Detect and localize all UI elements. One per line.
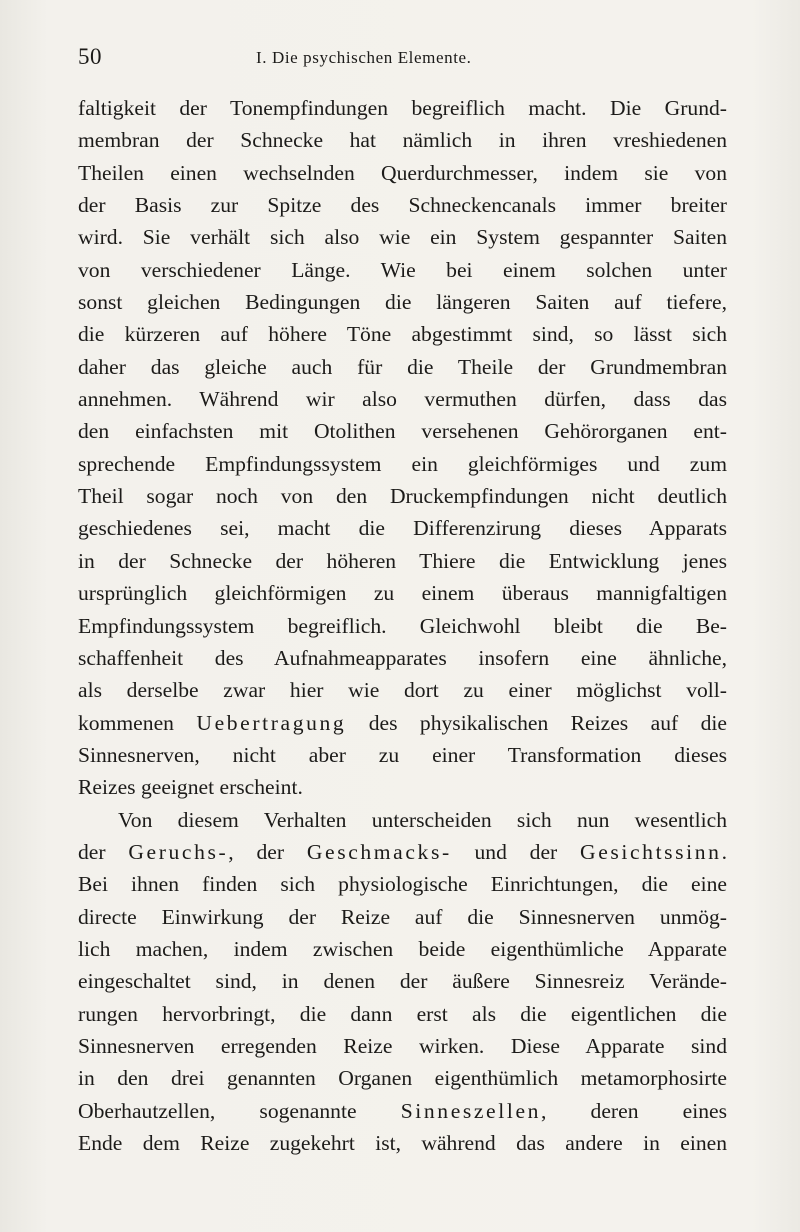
text-line: ursprünglich gleichförmigen zu einem überaus mannigfaltigen (78, 581, 727, 606)
text-line: Sinnesnerven, nicht aber zu einer Transformation dieses (78, 742, 727, 767)
spaced-emphasis: Sinneszellen (400, 1098, 542, 1123)
text-run: , der (228, 839, 307, 864)
text-line: Reizes geeignet erscheint. (78, 775, 303, 800)
spaced-emphasis: Geruchs- (128, 839, 229, 864)
text-line: Ende dem Reize zugekehrt ist, während das andere in einen (78, 1131, 727, 1155)
text-line: lich machen, indem zwischen beide eigenthümliche Apparate (78, 936, 727, 961)
text-line: annehmen. Während wir also vermuthen dürfen, dass das (78, 387, 727, 412)
page-number: 50 (78, 44, 102, 69)
page-header (78, 44, 728, 76)
text-line: in den drei genannten Organen eigenthümlich metamorphosirte (78, 1066, 727, 1091)
text-line: der Basis zur Spitze des Schneckencanals immer breiter (78, 193, 727, 218)
text-line: rungen hervorbringt, die dann erst als die eigentlichen die (78, 1001, 727, 1026)
paragraph-first-line: Von diesem Verhalten unterscheiden sich nun wesentlich (118, 807, 727, 832)
text-line: als derselbe zwar hier wie dort zu einer möglichst voll- (78, 678, 727, 703)
text-line: schaffenheit des Aufnahmeapparates insofern eine ähnliche, (78, 645, 727, 670)
text-line: die kürzeren auf höhere Töne abgestimmt sind, so lässt sich (78, 322, 727, 347)
text-run: Oberhautzellen, sogenannte (78, 1098, 401, 1123)
text-line: von verschiedener Länge. Wie bei einem solchen unter (78, 257, 727, 282)
text-line (78, 1095, 727, 1127)
body-text (78, 92, 727, 1159)
text-run: , deren eines (541, 1098, 727, 1123)
text-line: geschiedenes sei, macht die Differenzirung dieses Apparats (78, 516, 727, 541)
text-line: den einfachsten mit Otolithen versehenen Gehörorganen ent- (78, 419, 727, 444)
text-line: Empfindungssystem begreiflich. Gleichwohl bleibt die Be- (78, 613, 727, 638)
text-run: des physikalischen Reizes auf die (346, 710, 727, 735)
text-line: daher das gleiche auch für die Theile der Grundmembran (78, 354, 727, 379)
text-line: membran der Schnecke hat nämlich in ihren vreshiedenen (78, 128, 727, 153)
running-head: I. Die psychischen Elemente. (256, 48, 472, 67)
text-line: in der Schnecke der höheren Thiere die Entwicklung jenes (78, 548, 727, 573)
text-line: Bei ihnen finden sich physiologische Einrichtungen, die eine (78, 872, 727, 897)
text-run: der (78, 839, 129, 864)
spaced-emphasis: Gesichtssinn (580, 839, 722, 864)
spaced-emphasis: Uebertragung (196, 710, 347, 735)
text-line: wird. Sie verhält sich also wie ein System gespannter Saiten (78, 225, 727, 250)
text-line: eingeschaltet sind, in denen der äußere Sinnesreiz Verände- (78, 969, 727, 994)
text-line (78, 707, 727, 739)
text-line: sprechende Empfindungssystem ein gleichförmiges und zum (78, 451, 727, 476)
text-line: directe Einwirkung der Reize auf die Sinnesnerven unmög- (78, 904, 727, 929)
spaced-emphasis: Geschmacks- (306, 839, 452, 864)
text-line: Theil sogar noch von den Druckempfindungen nicht deutlich (78, 484, 727, 509)
text-line: sonst gleichen Bedingungen die längeren Saiten auf tiefere, (78, 290, 727, 315)
text-line: Sinnesnerven erregenden Reize wirken. Diese Apparate sind (78, 1033, 727, 1058)
text-run: . (721, 839, 727, 864)
text-line (78, 836, 727, 868)
text-line: faltigkeit der Tonempfindungen begreiflich macht. Die Grund- (78, 96, 727, 120)
text-line: Theilen einen wechselnden Querdurchmesser, indem sie von (78, 160, 727, 185)
text-run: und der (451, 839, 581, 864)
text-run: kommenen (78, 710, 197, 735)
